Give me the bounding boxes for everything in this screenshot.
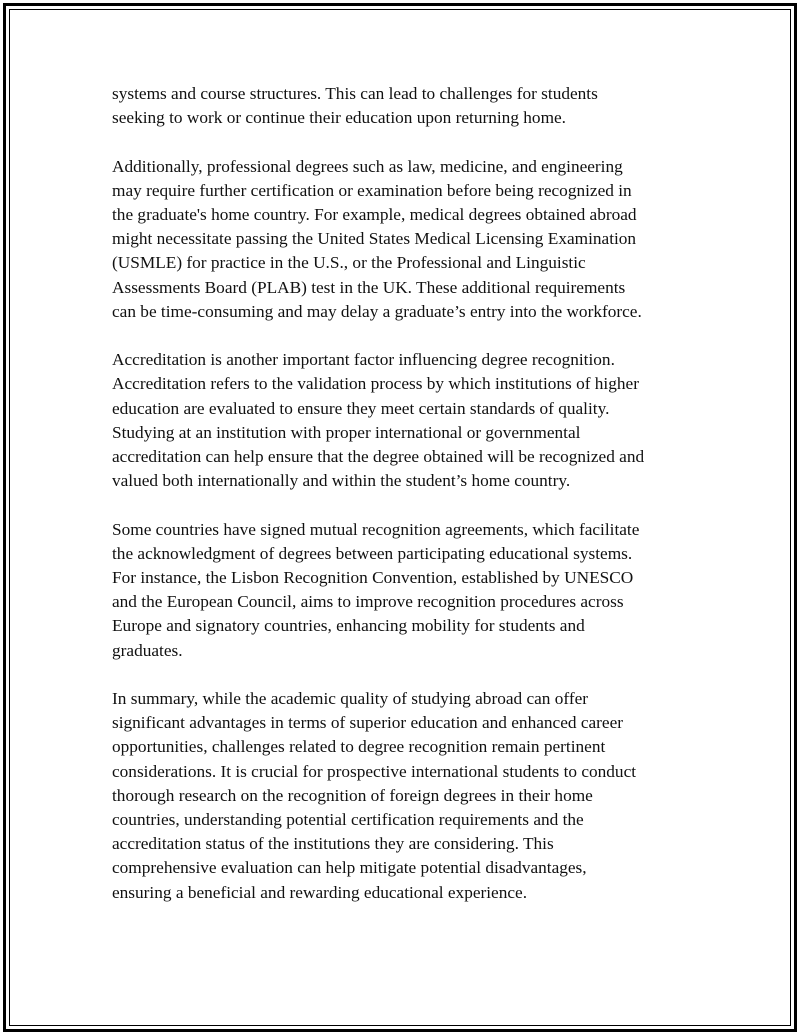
paragraph-mutual-recognition: Some countries have signed mutual recognition agreements, which facilitate the acknowledgment of degrees between participating educational systems. For instance, the Lisbon Recognition Convention, established by UNESCO and the European Council, aims to improve recognition procedures across Europe and signatory countries, enhancing mobility for students and graduates.	[112, 519, 640, 660]
paragraph-accreditation: Accreditation is another important factor influencing degree recognition. Accreditation refers to the validation process by which institutions of higher education are evaluated to ensure they meet certain standards of quality. Studying at an institution with proper international or governmental accreditation can help ensure that the degree obtained will be recognized and valued both internationally and within the student’s home country.	[112, 350, 645, 491]
paragraph-summary: In summary, while the academic quality of studying abroad can offer significant advantages in terms of superior education and enhanced career opportunities, challenges related to degree recognition remain pertinent considerations. It is crucial for prospective international students to conduct thorough research on the recognition of foreign degrees in their home countries, understanding potential certification requirements and the accreditation status of the institutions they are considering. This comprehensive evaluation can help mitigate potential disadvantages, ensuring a beneficial and rewarding educational experience.	[112, 689, 637, 902]
paragraph-professional-degrees: Additionally, professional degrees such as law, medicine, and engineering may require further certification or examination before being recognized in the graduate's home country. For example, medical degrees obtained abroad might necessitate passing the United States Medical Licensing Examination (USMLE) for practice in the U.S., or the Professional and Linguistic Assessments Board (PLAB) test in the UK. These additional requirements can be time-consuming and may delay a graduate’s entry into the workforce.	[112, 156, 642, 321]
paragraph-degree-structures: systems and course structures. This can lead to challenges for students seeking to work or continue their education upon returning home.	[112, 84, 598, 128]
document-body	[112, 82, 687, 929]
